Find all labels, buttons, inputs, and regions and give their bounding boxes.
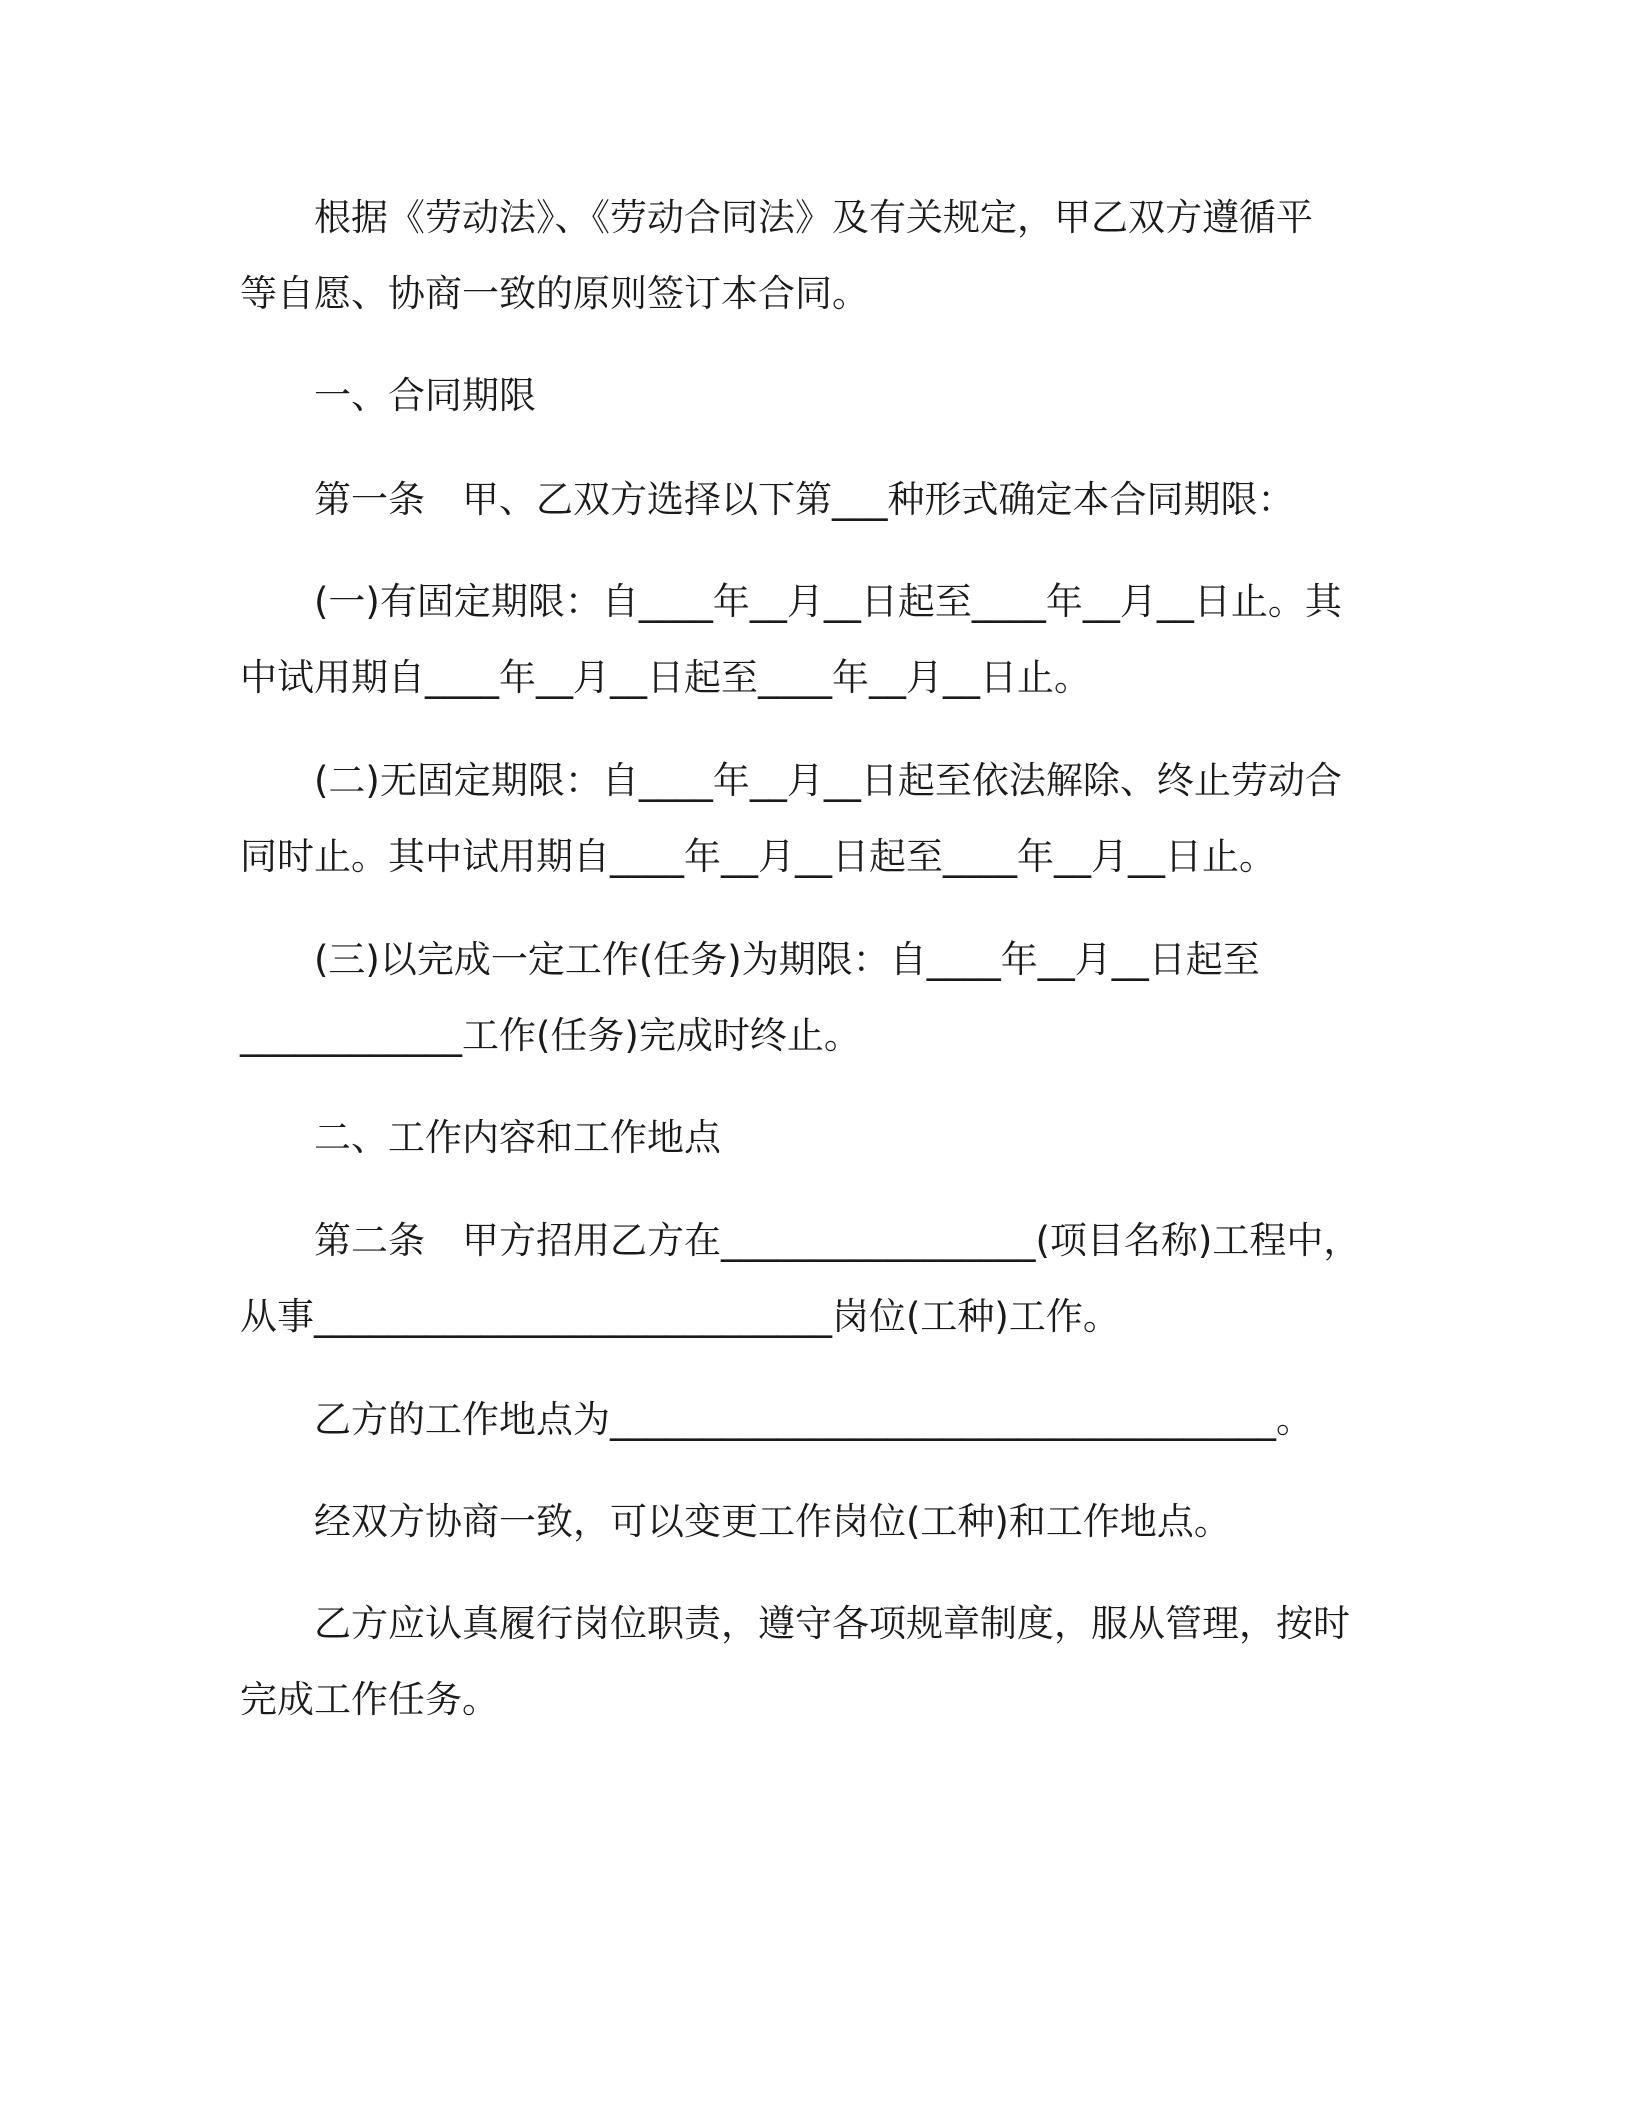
option-task-term-line-1: (三)以完成一定工作(任务)为期限：自____年__月__日起至 <box>314 938 1260 981</box>
article-2-line-2: 从事____________________________岗位(工种)工作。 <box>240 1295 1120 1338</box>
article-1-line: 第一条 甲、乙双方选择以下第___种形式确定本合同期限： <box>314 478 1295 521</box>
option-open-term-line-1: (二)无固定期限：自____年__月__日起至依法解除、终止劳动合 <box>314 759 1342 802</box>
section-heading-contract-term: 一、合同期限 <box>314 374 536 417</box>
option-fixed-term-line-1: (一)有固定期限：自____年__月__日起至____年__月__日止。其 <box>314 580 1342 623</box>
duties-line-1: 乙方应认真履行岗位职责，遵守各项规章制度，服从管理，按时 <box>314 1602 1350 1645</box>
duties-line-2: 完成工作任务。 <box>240 1678 499 1721</box>
option-open-term-line-2: 同时止。其中试用期自____年__月__日起至____年__月__日止。 <box>240 835 1276 878</box>
work-location-line: 乙方的工作地点为____________________________________。 <box>314 1398 1313 1441</box>
change-agreement-line: 经双方协商一致，可以变更工作岗位(工种)和工作地点。 <box>314 1500 1231 1543</box>
paragraph-intro-line-1: 根据《劳动法》、《劳动合同法》及有关规定，甲乙双方遵循平 <box>314 196 1313 239</box>
option-task-term-line-2: ____________工作(任务)完成时终止。 <box>240 1014 861 1057</box>
paragraph-intro-line-2: 等自愿、协商一致的原则签订本合同。 <box>240 272 869 315</box>
article-2-line-1: 第二条 甲方招用乙方在_________________(项目名称)工程中， <box>314 1219 1361 1262</box>
option-fixed-term-line-2: 中试用期自____年__月__日起至____年__月__日止。 <box>240 656 1091 699</box>
section-heading-work-content: 二、工作内容和工作地点 <box>314 1116 721 1159</box>
